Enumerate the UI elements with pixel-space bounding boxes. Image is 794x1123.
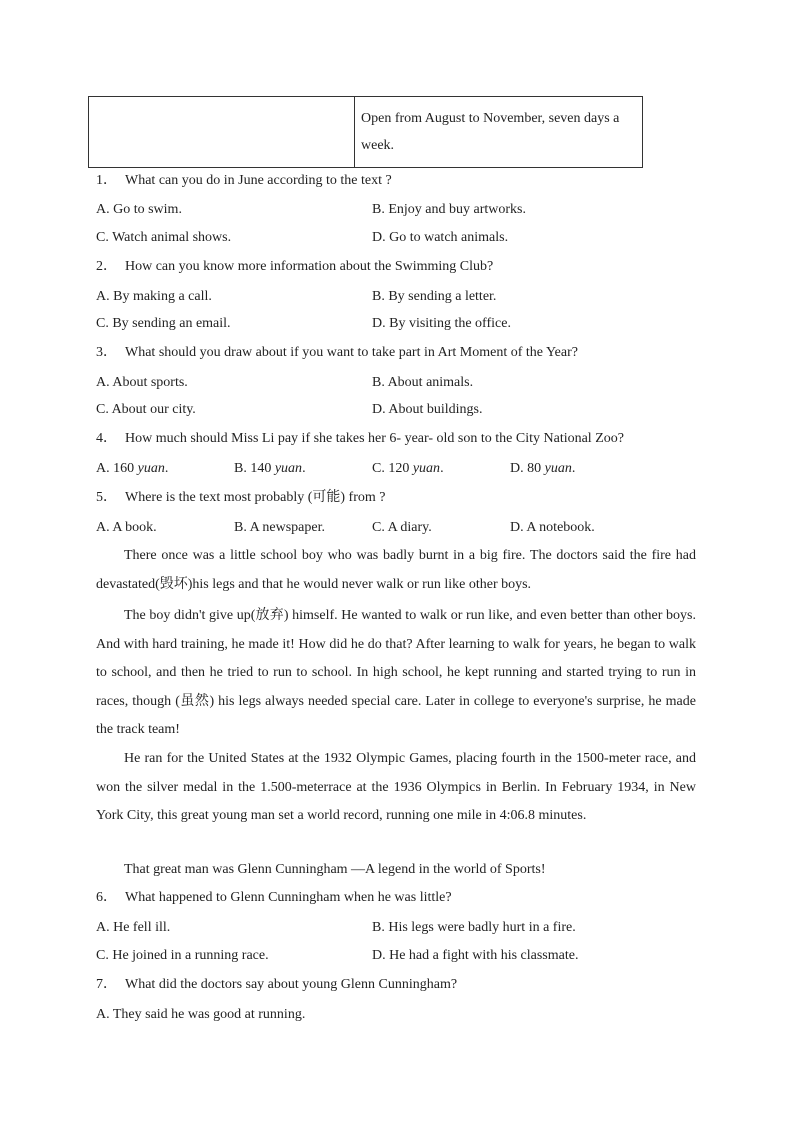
- option-4d: D. 80 yuan.: [510, 461, 576, 476]
- question-number: 7．: [96, 977, 117, 992]
- question-text: Where is the text most probably (可能) from ?: [125, 490, 386, 505]
- option-6a: A. He fell ill.: [96, 920, 171, 935]
- option-3d: D. About buildings.: [372, 402, 483, 417]
- option-2c: C. By sending an email.: [96, 316, 231, 331]
- question-number: 6．: [96, 890, 117, 905]
- question-text: What can you do in June according to the text ?: [125, 173, 392, 188]
- table-right-cell: Open from August to November, seven days a week.: [361, 111, 620, 153]
- option-5b: B. A newspaper.: [234, 520, 325, 535]
- option-3c: C. About our city.: [96, 402, 196, 417]
- passage-paragraph-4: That great man was Glenn Cunningham —A legend in the world of Sports!: [124, 862, 546, 877]
- question-4: [96, 429, 624, 449]
- option-7a: A. They said he was good at running.: [96, 1007, 306, 1022]
- passage-paragraph-3: He ran for the United States at the 1932 Olympic Games, placing fourth in the 1500-meter race, and won the silver medal in the 1.500-meterrace at the 1936 Olympics in Berlin. In February 1934, in New York City, this great young man set a world record, running one mile in 4:06.8 minutes.: [96, 751, 696, 823]
- question-text: How much should Miss Li pay if she takes her 6- year- old son to the City National Zoo?: [125, 431, 624, 446]
- question-6: [96, 888, 452, 908]
- info-table: [88, 96, 643, 168]
- option-4b: B. 140 yuan.: [234, 461, 306, 476]
- question-text: How can you know more information about the Swimming Club?: [125, 259, 494, 274]
- question-3: [96, 343, 578, 363]
- option-2d: D. By visiting the office.: [372, 316, 511, 331]
- question-number: 3．: [96, 345, 117, 360]
- option-5a: A. A book.: [96, 520, 157, 535]
- question-text: What did the doctors say about young Glenn Cunningham?: [125, 977, 458, 992]
- option-1a: A. Go to swim.: [96, 202, 182, 217]
- question-7: [96, 975, 457, 995]
- passage-paragraph-2: The boy didn't give up(放弃) himself. He wanted to walk or run like, and even better than other boys. And with hard training, he made it! How did he do that? After learning to walk for years, he began to walk to school, and then he tried to run to school. In high school, he kept running and started trying to run in races, though (虽然) his legs always needed special care. Later in college to everyone's surprise, he made the track team!: [96, 608, 696, 737]
- option-4a: A. 160 yuan.: [96, 461, 169, 476]
- question-number: 1．: [96, 173, 117, 188]
- option-3b: B. About animals.: [372, 375, 474, 390]
- question-5-options: [96, 518, 648, 538]
- option-6d: D. He had a fight with his classmate.: [372, 948, 579, 963]
- option-5d: D. A notebook.: [510, 520, 595, 535]
- question-text: What should you draw about if you want to take part in Art Moment of the Year?: [125, 345, 578, 360]
- option-1c: C. Watch animal shows.: [96, 230, 232, 245]
- question-number: 4．: [96, 431, 117, 446]
- option-3a: A. About sports.: [96, 375, 188, 390]
- option-2b: B. By sending a letter.: [372, 289, 497, 304]
- option-1d: D. Go to watch animals.: [372, 230, 509, 245]
- option-2a: A. By making a call.: [96, 289, 212, 304]
- question-5: [96, 488, 385, 508]
- question-text: What happened to Glenn Cunningham when he was little?: [125, 890, 452, 905]
- option-5c: C. A diary.: [372, 520, 432, 535]
- passage-paragraph-1: There once was a little school boy who was badly burnt in a big fire. The doctors said the fire had devastated(毁坏)his legs and that he would never walk or run like other boys.: [96, 548, 696, 592]
- option-4c: C. 120 yuan.: [372, 461, 444, 476]
- table-left-cell: [89, 97, 355, 167]
- question-2: [96, 257, 493, 277]
- question-1: [96, 171, 392, 191]
- option-6c: C. He joined in a running race.: [96, 948, 269, 963]
- option-6b: B. His legs were badly hurt in a fire.: [372, 920, 576, 935]
- option-1b: B. Enjoy and buy artworks.: [372, 202, 526, 217]
- question-4-options: [96, 459, 648, 479]
- question-number: 2．: [96, 259, 117, 274]
- question-number: 5．: [96, 490, 117, 505]
